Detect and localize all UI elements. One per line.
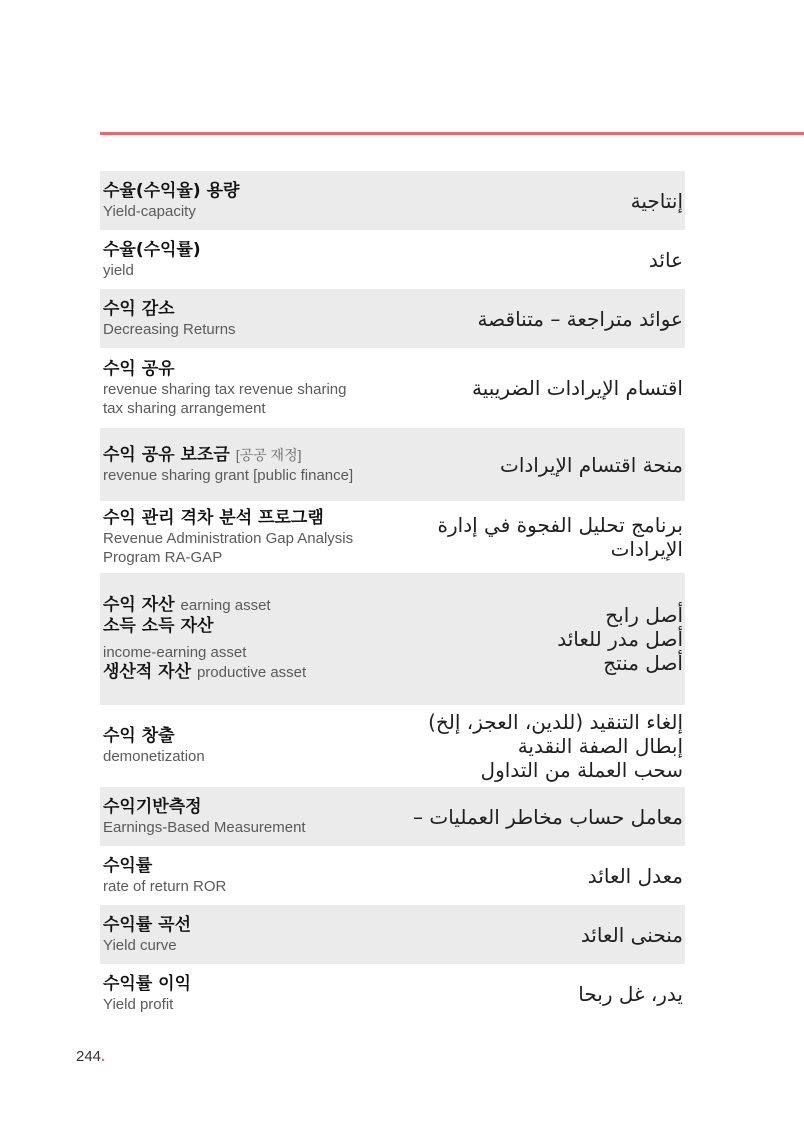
english-term: revenue sharing tax revenue sharing tax sharing arrangement: [103, 380, 347, 417]
english-term: Decreasing Returns: [103, 320, 236, 338]
english-term: yield: [103, 261, 134, 279]
arabic-term: إنتاجية: [630, 188, 683, 213]
arabic-term: معامل حساب مخاطر العمليات –: [413, 804, 683, 829]
korean-term: 수익 창출: [103, 726, 175, 746]
korean-term-line: [103, 595, 368, 616]
english-term: productive asset: [196, 664, 307, 681]
glossary-entry: [100, 846, 685, 905]
glossary-entry: [100, 348, 685, 428]
glossary-entry: [100, 230, 685, 289]
korean-term: 수익기반측정: [103, 796, 202, 817]
glossary-entry: [100, 428, 685, 501]
glossary-entry: [100, 787, 685, 846]
arabic-term: إبطال الصفة النقدية: [517, 734, 683, 758]
arabic-term: إلغاء التنقيد (للدين، العجز، إلخ): [428, 710, 683, 734]
korean-term: 생산적 자산: [103, 662, 192, 682]
english-term: Revenue Administration Gap Analysis Program RA-GAP: [103, 529, 354, 566]
korean-term: 수율(수익률): [103, 239, 201, 260]
page-number-value: 244: [76, 1048, 102, 1065]
english-term: revenue sharing grant [public finance]: [103, 466, 354, 484]
korean-term: 수익률 곡선: [103, 914, 192, 935]
glossary-entry: [100, 573, 685, 705]
korean-term: 수익 감소: [103, 298, 175, 319]
term-note: [공공 재정]: [235, 446, 302, 463]
korean-term-line: [103, 662, 368, 683]
arabic-term: منحنى العائد: [580, 922, 683, 947]
arabic-term: اقتسام الإيرادات الضريبية: [472, 376, 683, 400]
glossary-table: [100, 171, 685, 1023]
header-rule: [100, 132, 804, 135]
arabic-term-block: [557, 603, 685, 675]
korean-term: 수익 관리 격차 분석 프로그램: [103, 507, 324, 528]
glossary-entry: [100, 964, 685, 1023]
korean-term: 수익률: [103, 855, 153, 876]
arabic-term: منحة اقتسام الإيرادات: [500, 452, 683, 477]
arabic-term: أصل رابح: [605, 603, 683, 627]
page-number: [76, 1048, 105, 1065]
arabic-term: سحب العملة من التداول: [480, 758, 683, 782]
korean-term: 수익 공유: [103, 358, 175, 379]
arabic-term: برنامج تحليل الفجوة في إدارة الإيرادات: [437, 513, 683, 561]
arabic-term: عوائد متراجعة – متناقصة: [477, 306, 683, 331]
glossary-entry: [100, 905, 685, 964]
glossary-entry: [100, 171, 685, 230]
korean-term-line: [103, 445, 368, 466]
english-term: earning asset: [180, 597, 271, 614]
english-term: Yield curve: [103, 936, 177, 954]
korean-term: 수익률 이익: [103, 973, 192, 994]
english-term: rate of return ROR: [103, 877, 227, 895]
arabic-term-block: [428, 710, 685, 782]
arabic-term: يدر، غل ربحا: [578, 981, 683, 1006]
arabic-term: معدل العائد: [587, 863, 683, 888]
glossary-entry: [100, 289, 685, 348]
english-term: Yield-capacity: [103, 202, 196, 220]
korean-term: 소득 소득 자산: [103, 616, 214, 636]
korean-term: 수율(수익율) 용량: [103, 180, 240, 201]
english-term: Earnings-Based Measurement: [103, 818, 306, 836]
glossary-entry: [100, 705, 685, 787]
arabic-term: أصل منتج: [603, 651, 683, 675]
arabic-term: عائد: [648, 247, 683, 272]
english-term: demonetization: [103, 748, 205, 765]
glossary-entry: [100, 501, 685, 573]
korean-term: 수익 공유 보조금: [103, 444, 230, 465]
page-number-dot: .: [101, 1048, 106, 1065]
english-term: income-earning asset: [103, 644, 247, 661]
korean-term: 수익 자산: [103, 595, 175, 615]
english-term: Yield profit: [103, 995, 174, 1013]
arabic-term: أصل مدر للعائد: [557, 627, 683, 651]
